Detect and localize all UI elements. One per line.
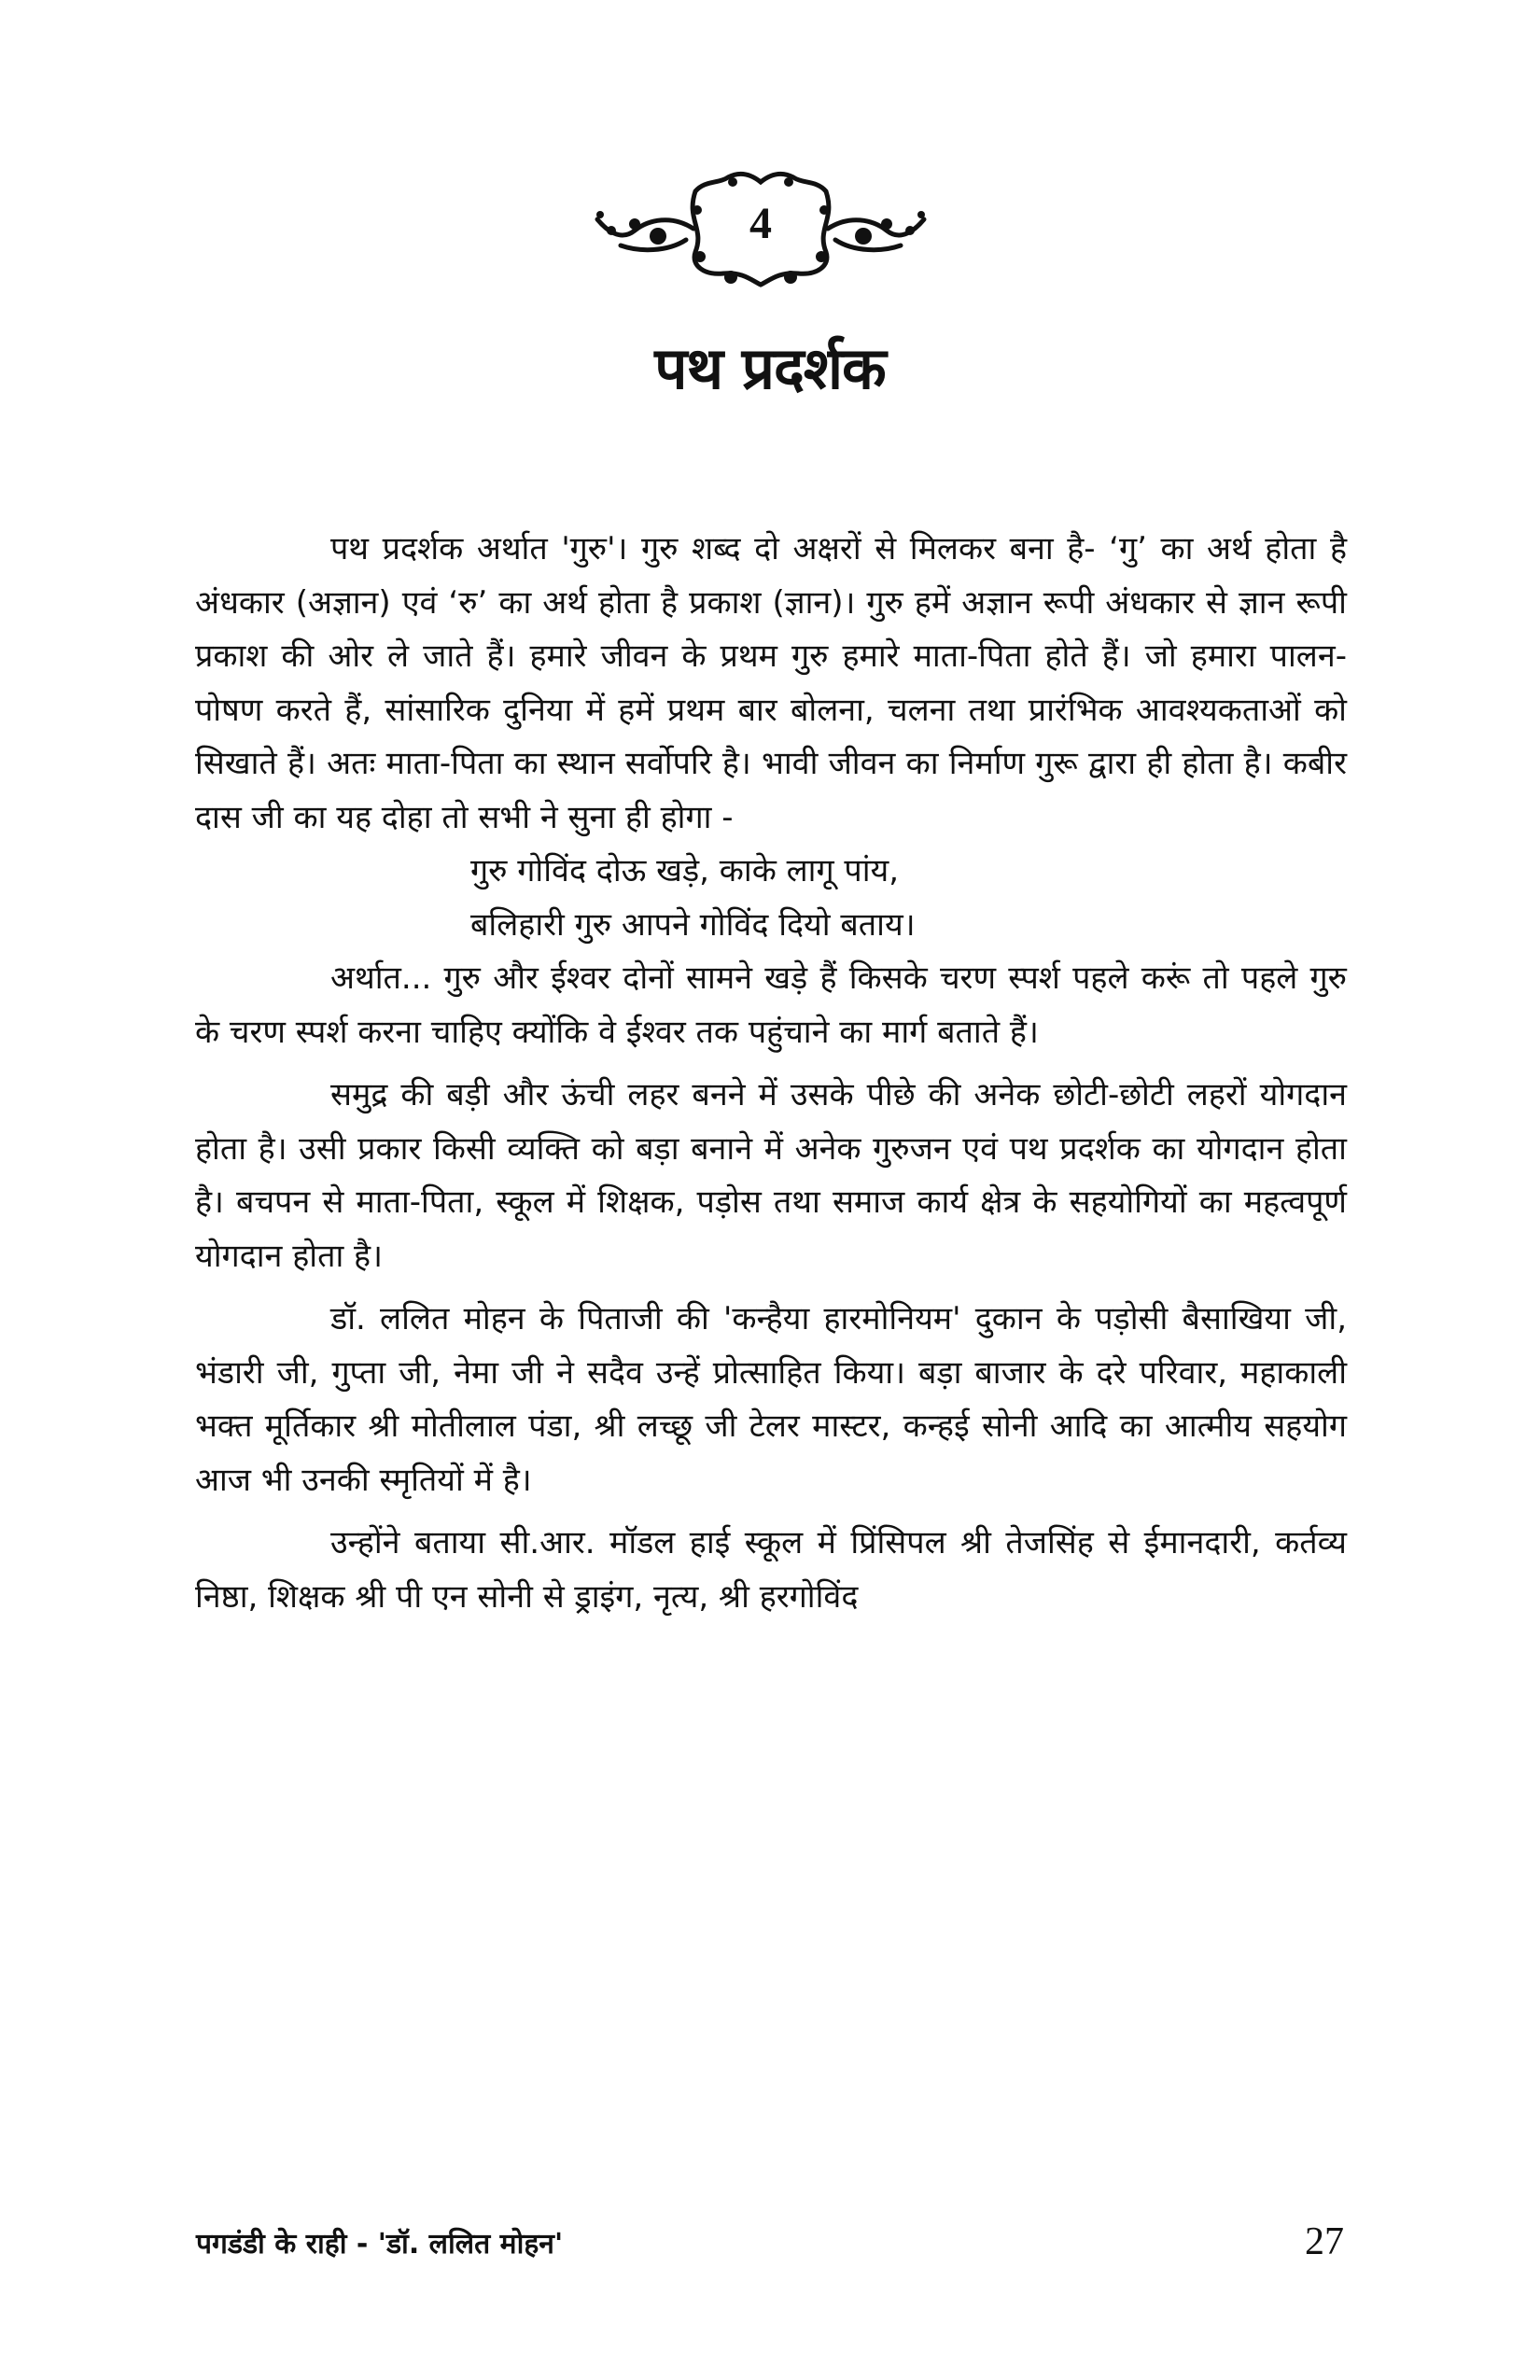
chapter-number: 4 xyxy=(749,199,772,248)
paragraph: पथ प्रदर्शक अर्थात 'गुरु'। गुरु शब्द दो अक्षरों से मिलकर बना है- ‘गु’ का अर्थ होता है अंधकार (अज्ञान) एवं ‘रु’ का अर्थ होता है प्रकाश (ज्ञान)। गुरु हमें अज्ञान रूपी अंधकार से ज्ञान रूपी प्रकाश की ओर ले जाते हैं। हमारे जीवन के प्रथम गुरु हमारे माता-पिता होते हैं। जो हमारा पालन-पोषण करते हैं, सांसारिक दुनिया में हमें प्रथम बार बोलना, चलना तथा प्रारंभिक आवश्यकताओं को सिखाते हैं। अतः माता-पिता का स्थान सर्वोपरि है। भावी जीवन का निर्माण गुरू द्वारा ही होता है। कबीर दास जी का यह दोहा तो सभी ने सुना ही होगा - xyxy=(195,530,1347,836)
page-number: 27 xyxy=(1305,2220,1344,2263)
running-footer-title: पगडंडी के राही - 'डॉ. ललित मोहन' xyxy=(196,2228,564,2261)
paragraph: अर्थात... गुरु और ईश्वर दोनों सामने खड़े हैं किसके चरण स्पर्श पहले करूं तो पहले गुरु के चरण स्पर्श करना चाहिए क्योंकि वे ईश्वर तक पहुंचाने का मार्ग बताते हैं। xyxy=(195,959,1347,1051)
paragraph: डॉ. ललित मोहन के पिताजी की 'कन्हैया हारमोनियम' दुकान के पड़ोसी बैसाखिया जी, भंडारी जी, गुप्ता जी, नेमा जी ने सदैव उन्हें प्रोत्साहित किया। बड़ा बाजार के दरे परिवार, महाकाली भक्त मूर्तिकार श्री मोतीलाल पंडा, श्री लच्छू जी टेलर मास्टर, कन्हई सोनी आदि का आत्मीय सहयोग आज भी उनकी स्मृतियों में है। xyxy=(195,1300,1347,1499)
paragraph: समुद्र की बड़ी और ऊंची लहर बनने में उसके पीछे की अनेक छोटी-छोटी लहरों योगदान होता है। उसी प्रकार किसी व्यक्ति को बड़ा बनाने में अनेक गुरुजन एवं पथ प्रदर्शक का योगदान होता है। बचपन से माता-पिता, स्कूल में शिक्षक, पड़ोस तथा समाज कार्य क्षेत्र के सहयोगियों का महत्वपूर्ण योगदान होता है। xyxy=(195,1076,1347,1275)
couplet-line: गुरु गोविंद दोऊ खड़े, काके लागू पांय, xyxy=(470,852,900,889)
paragraph: उन्होंने बताया सी.आर. मॉडल हाई स्कूल में प्रिंसिपल श्री तेजसिंह से ईमानदारी, कर्तव्य निष्ठा, शिक्षक श्री पी एन सोनी से ड्राइंग, नृत्य, श्री हरगोविंद xyxy=(195,1524,1347,1616)
chapter-body xyxy=(195,523,1347,1624)
couplet-line: बलिहारी गुरु आपने गोविंद दियो बताय। xyxy=(470,905,916,944)
chapter-title: पथ प्रदर्शक xyxy=(654,334,886,402)
